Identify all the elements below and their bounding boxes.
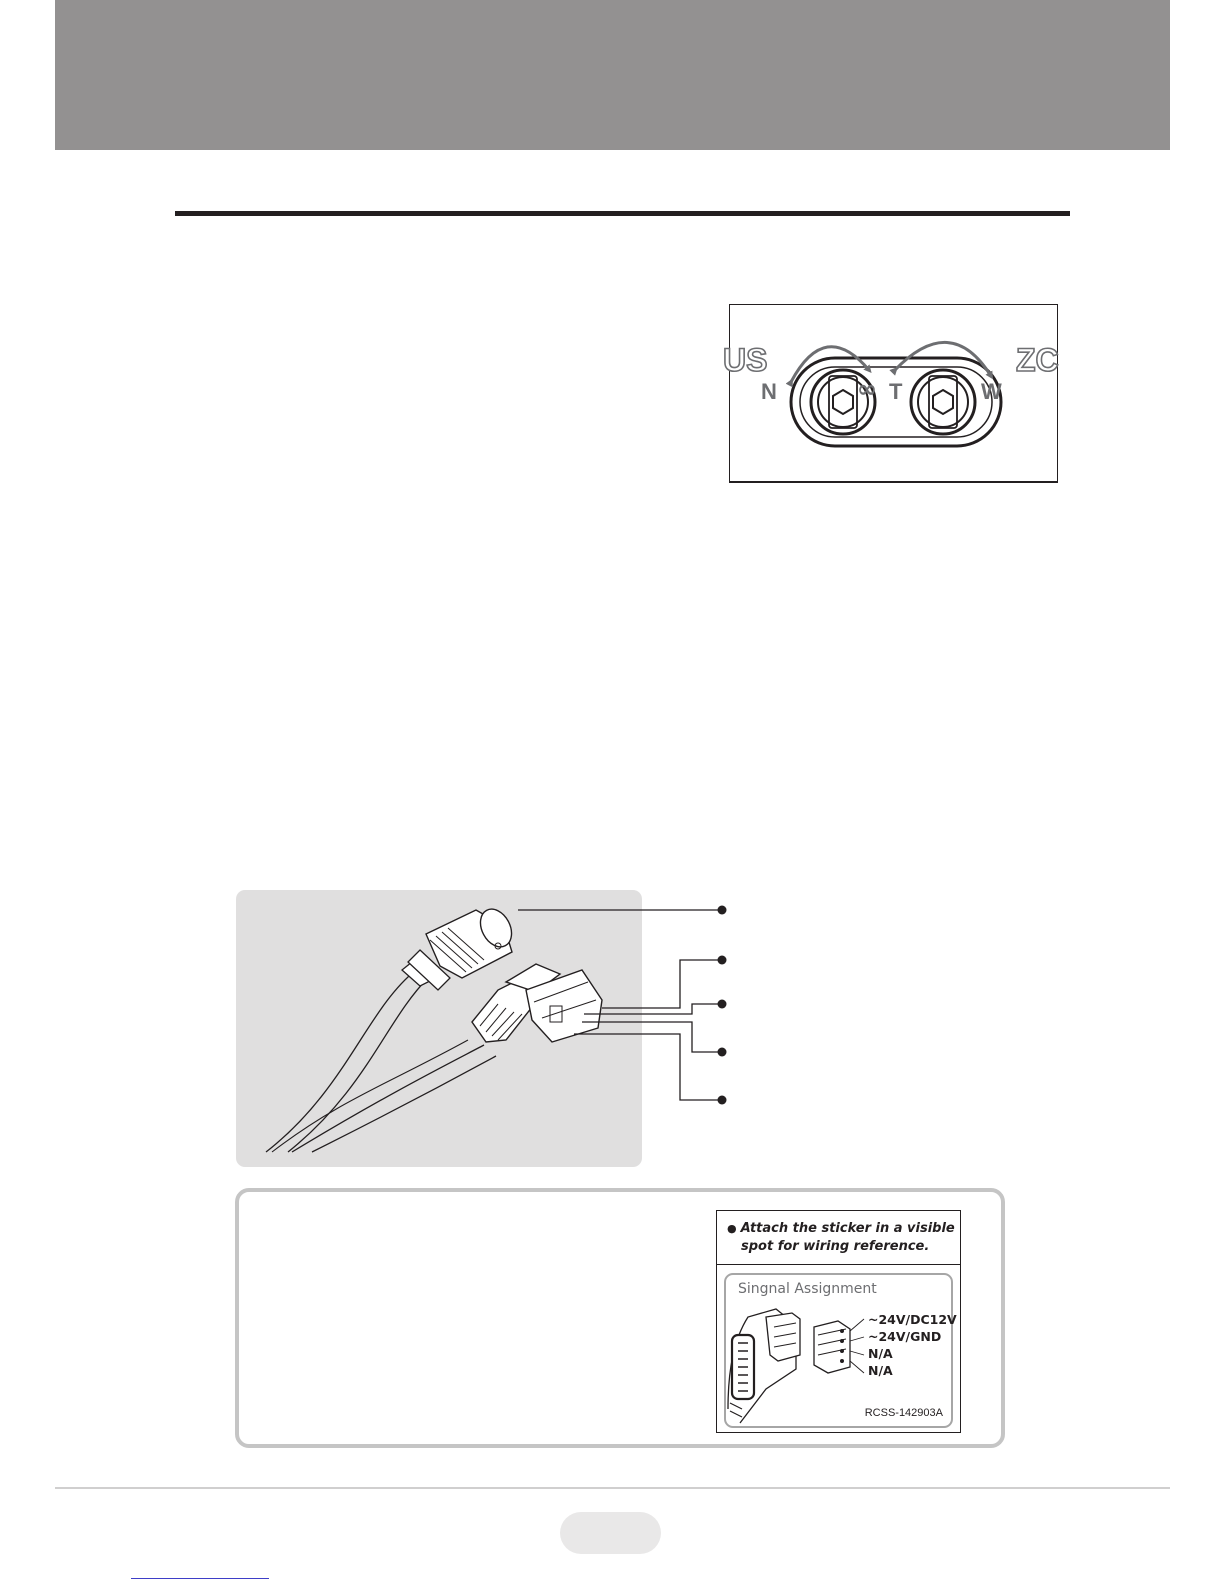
sticker-instruction bbox=[727, 1220, 957, 1256]
sticker-note-line-2: spot for wiring reference. bbox=[741, 1239, 930, 1254]
zoom-adjust-screw bbox=[911, 370, 975, 434]
zoom-label-partial: ZC bbox=[1016, 342, 1059, 378]
bnc-video-connector bbox=[402, 904, 518, 990]
cable-illustration bbox=[236, 890, 1026, 1170]
signal-pin-4: N/A bbox=[868, 1363, 893, 1378]
signal-pin-2: ~24V/GND bbox=[868, 1329, 942, 1344]
page-header-band bbox=[55, 0, 1170, 150]
wiring-reference-sticker bbox=[716, 1210, 961, 1433]
signal-pin-3: N/A bbox=[868, 1346, 893, 1361]
callout-dot-pin-4 bbox=[718, 1096, 727, 1105]
callout-dot-pin-2 bbox=[718, 1000, 727, 1009]
bullet-icon: ● bbox=[727, 1222, 737, 1235]
callout-dot-video bbox=[718, 906, 727, 915]
tele-label: T bbox=[889, 379, 903, 404]
sticker-note-line-1: Attach the sticker in a visible bbox=[740, 1221, 955, 1236]
near-label: N bbox=[761, 379, 777, 404]
page-number-pill bbox=[560, 1512, 661, 1554]
callout-dot-pin-3 bbox=[718, 1048, 727, 1057]
focus-label-partial: US bbox=[723, 342, 768, 378]
lens-adjustment-drawing bbox=[723, 304, 1059, 484]
cable-drawing bbox=[236, 890, 1026, 1170]
signal-assignment-panel bbox=[724, 1273, 957, 1428]
signal-assignment-title: Singnal Assignment bbox=[738, 1281, 877, 1297]
lens-adjustment-figure bbox=[723, 304, 1059, 484]
section-title-rule bbox=[175, 211, 1070, 216]
footer-rule bbox=[55, 1487, 1170, 1489]
bottom-link-underline bbox=[131, 1578, 269, 1579]
terminal-block-connector bbox=[472, 964, 602, 1042]
wide-label: W bbox=[981, 379, 1002, 404]
sticker-part-number: RCSS-142903A bbox=[864, 1407, 943, 1419]
infinity-label: ∞ bbox=[857, 375, 877, 403]
signal-connector-drawing bbox=[726, 1299, 866, 1424]
sticker-header bbox=[717, 1211, 960, 1265]
callout-dot-pin-1 bbox=[718, 956, 727, 965]
signal-pin-1: ~24V/DC12V bbox=[868, 1312, 957, 1327]
